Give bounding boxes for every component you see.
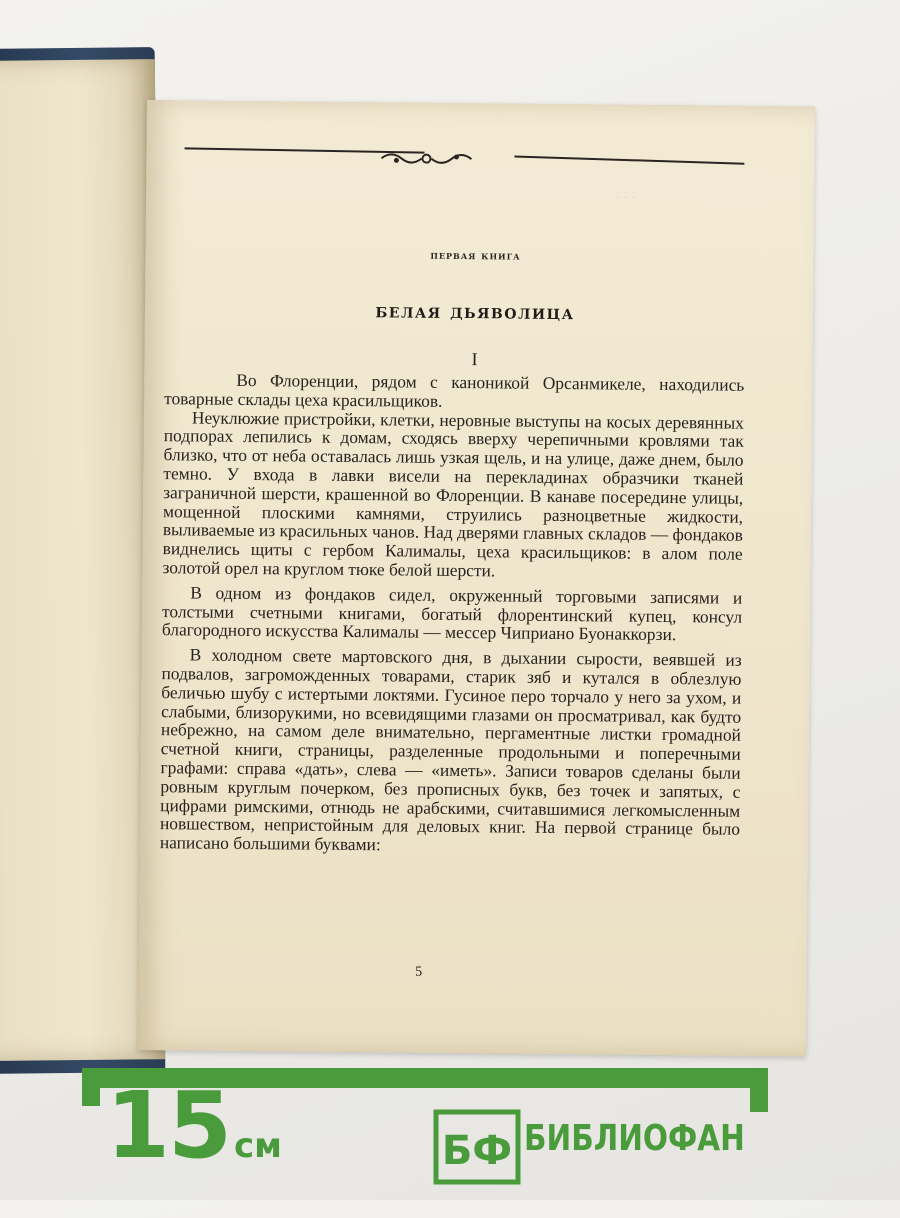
logo-letters: БФ [441,1128,513,1174]
book-page [138,100,815,1056]
size-label [106,1072,282,1179]
paragraph: В холодном свете мартовского дня, в дыхании сырости, веявшей из подвалов, загроможденных товарами, старик зяб и кутался в облезлую беличью шубу с истертыми локтями. Гусиное перо торчало у него за ухом, и слабыми, близорукими, но всевидящими глазами он просматривал, как будто небрежно, на самом деле внимательно, пергаментные листки громадной счетной книги, страницы, разделенные продольными и поперечными графами: справа «дать», слева — «иметь». Записи товаров сделаны были ровным круглым почерком, без прописных букв, без точек и запятых, с цифрами римскими, отнюдь не арабскими, считавшимися легкомысленным новшеством, непристойным для деловых книг. На первой странице было написано большими буквами: [159,644,742,855]
chapter-numeral: I [471,349,478,370]
size-number: 15 [106,1072,231,1179]
show-through-text: · · · [616,189,636,205]
size-unit: см [234,1126,282,1166]
book-part-label: первая книга [430,248,521,263]
ornament-flourish-icon [376,148,476,173]
paragraph: Во Флоренции, рядом с каноникой Орсанмикеле, находились товарные склады цеха красильщиков. [164,369,745,411]
paragraph: Неуклюжие пристройки, клетки, неровные выступы на косых деревянных подпорах лепились к домам, сходясь вверху черепичными кровлями так близко, что от неба оставалась лишь узкая щель, и на улице, даже днем, было темно. У входа в лавки висели на перекладинах образчики тканей заграничной шерсти, крашенной во Флоренции. В канаве посередине улицы, мощенной плоскими камнями, струились разноцветные жидкости, выливаемые из красильных чанов. Над дверями главных складов — фондаков виднелись щиты с гербом Калималы, цеха красильщиков: в алом поле золотой орел на круглом тюке белой шерсти. [162,407,745,581]
book-title: белая дьяволица [375,298,575,325]
page-number: 5 [415,964,423,980]
body-text [160,370,745,857]
brand-name: БИБЛИОФАН [524,1118,745,1159]
paragraph: В одном из фондаков сидел, окруженный торговыми записями и толстыми счетными книгами, богатый флорентинский купец, консул благородного искусства Калималы — мессер Чиприано Буонаккорзи. [161,582,743,645]
bibliofan-logo-icon [432,1108,522,1188]
